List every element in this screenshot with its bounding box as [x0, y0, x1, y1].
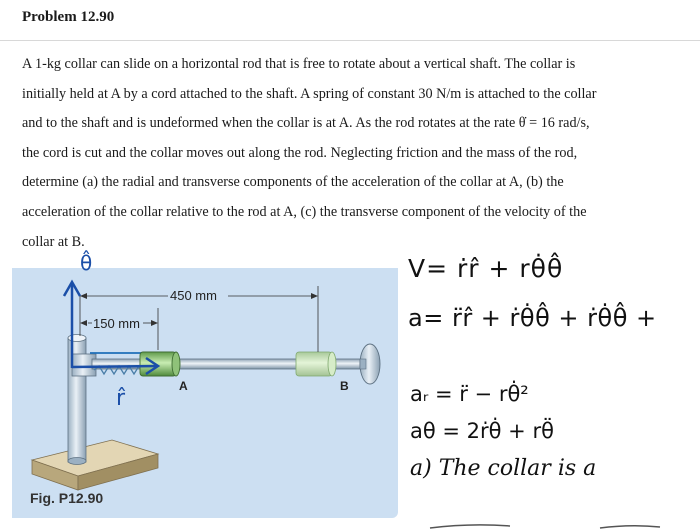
answer-start-text: a) The collar is a [410, 456, 597, 481]
problem-line: the cord is cut and the collar moves out along the rod. Neglecting friction and the mass of the rod, [22, 144, 578, 161]
title-divider [0, 40, 700, 41]
dim-450-label: 450 mm [170, 288, 217, 303]
problem-line: A 1-kg collar can slide on a horizontal rod that is free to rotate about a vertical shaft. The collar is [22, 56, 576, 72]
transverse-accel-equation: aθ = 2ṙθ̇ + rθ̈ [410, 419, 554, 443]
figure-panel [12, 268, 398, 518]
problem-line: and to the shaft and is undeformed when the collar is at A. As the rod rotates at the rate θ̇ = 16 rad/s, [22, 115, 590, 132]
collar-at-b [296, 352, 332, 376]
radial-accel-equation: aᵣ = r̈ − rθ̇² [410, 382, 529, 406]
figure-caption: Fig. P12.90 [30, 490, 104, 506]
velocity-equation: V= ṙr̂ + rθ̇θ̂ [408, 254, 564, 283]
theta-hat-label: θ̂ [80, 251, 93, 275]
problem-line: initially held at A by a cord attached to the shaft. A spring of constant 30 N/m is attached to the collar [22, 85, 597, 102]
dim-150-label: 150 mm [93, 316, 140, 331]
problem-line: determine (a) the radial and transverse components of the acceleration of the collar at A, (b) the [22, 174, 564, 191]
problem-title: Problem 12.90 [22, 9, 115, 25]
problem-line: collar at B. [22, 233, 85, 250]
collar-at-a [140, 352, 176, 376]
point-a-label: A [179, 379, 188, 393]
point-b-label: B [340, 379, 349, 393]
shaft-top [68, 335, 86, 342]
acceleration-equation: a= r̈r̂ + ṙθ̇θ̂ + ṙθ̇θ̂ + [408, 304, 657, 332]
collar-rod-diagram [12, 268, 398, 518]
r-hat-label: r̂ [116, 386, 126, 411]
problem-line: acceleration of the collar relative to the rod at A, (c) the transverse component of the velocity of the [22, 203, 587, 220]
problem-statement [22, 56, 694, 250]
